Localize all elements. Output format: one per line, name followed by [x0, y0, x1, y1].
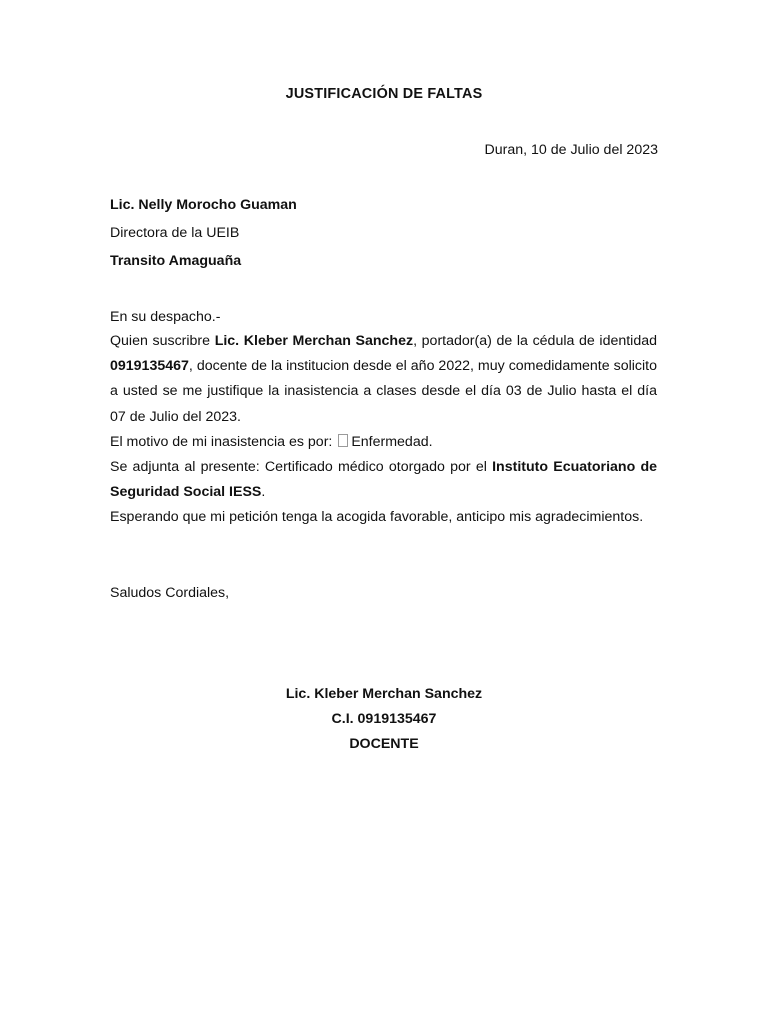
recipient-name: Lic. Nelly Morocho Guaman — [110, 197, 297, 213]
reason-text: Enfermedad. — [351, 433, 433, 450]
attachment-paragraph: Se adjunta al presente: Certificado médico otorgado por el Instituto Ecuatoriano de Seguridad Social IESS. — [110, 459, 658, 501]
recipient-institution: Transito Amaguaña — [110, 253, 242, 269]
recipient-position: Directora de la UEIB — [110, 225, 240, 241]
institution-name: Instituto Ecuatoriano de Seguridad Social IESS — [110, 459, 658, 501]
thanks-paragraph: Esperando que mi petición tenga la acogida favorable, anticipo mis agradecimientos. — [110, 509, 644, 526]
letter-body — [110, 329, 657, 531]
salutation: En su despacho.- — [110, 309, 221, 325]
closing: Saludos Cordiales, — [110, 585, 230, 601]
signature-role: DOCENTE — [349, 736, 419, 752]
id-number: 0919135467 — [110, 358, 189, 375]
reason-paragraph: El motivo de mi inasistencia es por: Enfermedad. — [110, 433, 433, 450]
request-paragraph: Quien suscribre Lic. Kleber Merchan Sanchez, portador(a) de la cédula de identidad 0919135467, docente de la institucion desde el año 2022, muy comedidamente solicito a usted se me justifique la inasistencia a clases desde el día 03 de Julio hasta el día 07 de Julio del 2023. — [110, 333, 658, 425]
signature-name: Lic. Kleber Merchan Sanchez — [285, 686, 483, 702]
checkbox-icon — [338, 434, 348, 447]
page-title: JUSTIFICACIÓN DE FALTAS — [285, 86, 483, 102]
requester-name: Lic. Kleber Merchan Sanchez — [214, 333, 414, 349]
signature-id: C.I. 0919135467 — [331, 711, 437, 727]
date-line: Duran, 10 de Julio del 2023 — [484, 142, 658, 158]
